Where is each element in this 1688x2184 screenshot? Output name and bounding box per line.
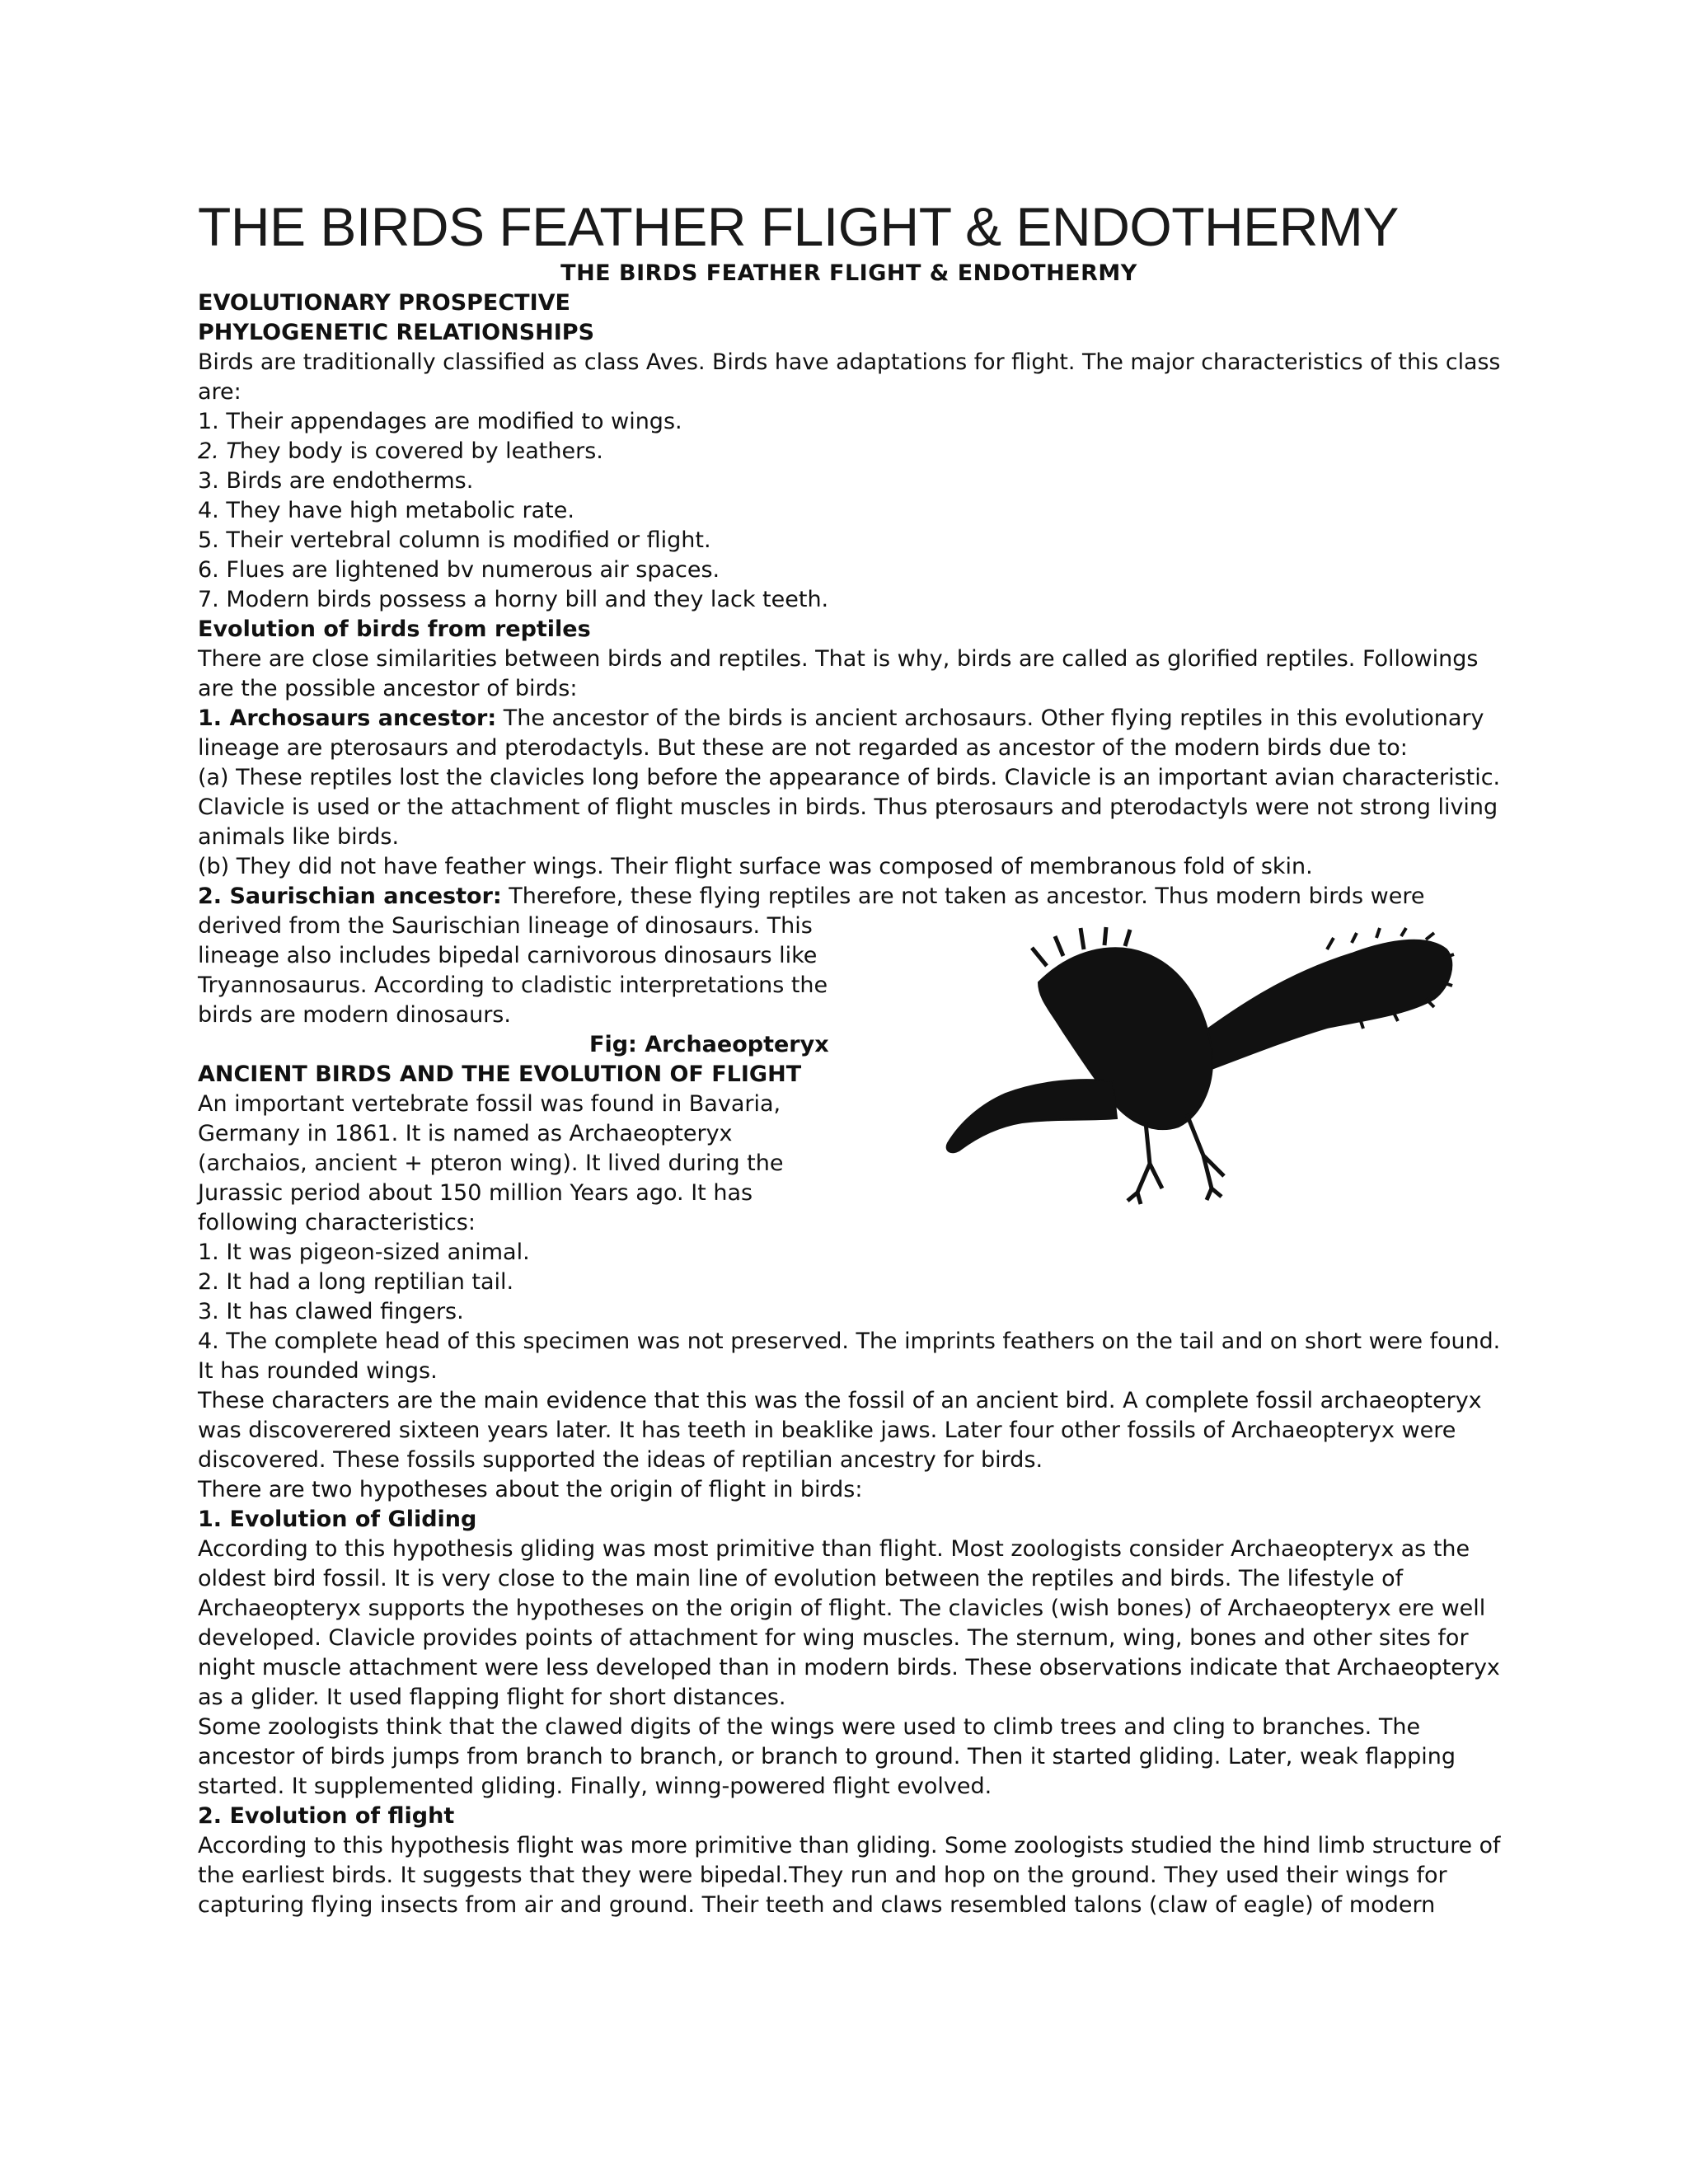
page-subtitle: THE BIRDS FEATHER FLIGHT & ENDOTHERMY [560,260,1137,286]
text-line: are: [198,379,241,405]
text-line: Some zoologists think that the clawed digits of the wings were used to climb trees and cling to branches. The [198,1714,1421,1740]
text-line: 1. Archosaurs ancestor: The ancestor of the birds is ancient archosaurs. Other flying reptiles in this evolutionary [198,705,1484,731]
text-line: discovered. These fossils supported the ideas of reptilian ancestry for birds. [198,1447,1043,1473]
text-line: 3. Birds are endotherms. [198,468,474,494]
text-line: (a) These reptiles lost the clavicles long before the appearance of birds. Clavicle is an important avian characteristic. [198,765,1501,790]
text-line: 2. Saurischian ancestor: Therefore, these flying reptiles are not taken as ancestor. Thus modern birds were [198,883,1425,909]
text-line: 1. It was pigeon-sized animal. [198,1240,530,1265]
text-line: Jurassic period about 150 million Years ago. It has [198,1180,753,1206]
text-line: There are close similarities between birds and reptiles. That is why, birds are called as glorified reptiles. Followings [198,646,1479,672]
text-line: developed. Clavicle provides points of attachment for wing muscles. The sternum, wing, bones and other sites for [198,1625,1469,1651]
text-line: 6. Flues are lightened bv numerous air spaces. [198,557,720,583]
section-heading: 2. Evolution of flight [198,1803,455,1829]
text-line: animals like birds. [198,824,400,850]
text-line: started. It supplemented gliding. Finally, winng-powered flight evolved. [198,1774,992,1799]
text-line: lineage also includes bipedal carnivorous dinosaurs like [198,943,818,968]
text-line: the earliest birds. It suggests that they were bipedal.They run and hop on the ground. They used their wings for [198,1863,1447,1888]
text-line: night muscle attachment were less developed than in modern birds. These observations indicate that Archaeopteryx [198,1655,1500,1680]
text-line: derived from the Saurischian lineage of dinosaurs. This [198,913,813,939]
text-line: (b) They did not have feather wings. Their flight surface was composed of membranous fold of skin. [198,854,1313,879]
text-line: oldest bird fossil. It is very close to the main line of evolution between the reptiles and birds. The lifestyle of [198,1566,1404,1591]
text-line: was discoverered sixteen years later. It has teeth in beaklike jaws. Later four other fossils of Archaeopteryx were [198,1418,1456,1443]
text-line: An important vertebrate fossil was found in Bavaria, [198,1091,781,1117]
head-shape [947,1080,1117,1152]
text-line: 1. Their appendages are modified to wings. [198,409,682,434]
text-line: 5. Their vertebral column is modified or flight. [198,527,711,553]
text-line: According to this hypothesis flight was more primitive than gliding. Some zoologists studied the hind limb structure of [198,1833,1501,1858]
tail-shape [1187,940,1451,1069]
leg-left [1128,1122,1162,1204]
section-heading: 1. Evolution of Gliding [198,1507,477,1532]
text-line: Birds are traditionally classified as class Aves. Birds have adaptations for flight. The major characteristics of this class [198,349,1501,375]
text-line: These characters are the main evidence that this was the fossil of an ancient bird. A complete fossil archaeopteryx [198,1388,1482,1413]
text-line: It has rounded wings. [198,1358,438,1384]
text-line: 2. It had a long reptilian tail. [198,1269,514,1295]
text-line: 4. The complete head of this specimen was not preserved. The imprints feathers on the tail and on short were found. [198,1329,1501,1354]
archaeopteryx-illustration [940,916,1459,1213]
text-line: are the possible ancestor of birds: [198,676,578,701]
text-line: There are two hypotheses about the origin of flight in birds: [198,1477,863,1502]
text-line: 3. It has clawed fingers. [198,1299,464,1324]
lead-term: 1. Archosaurs ancestor: [198,705,497,731]
text-line: capturing flying insects from air and ground. Their teeth and claws resembled talons (claw of eagle) of modern [198,1892,1436,1918]
text-line: 4. They have high metabolic rate. [198,498,574,523]
text-line: as a glider. It used flapping flight for short distances. [198,1685,786,1710]
section-heading: ANCIENT BIRDS AND THE EVOLUTION OF FLIGHT [198,1062,802,1087]
text-line: According to this hypothesis gliding was most primitive than flight. Most zoologists consider Archaeopteryx as the [198,1536,1470,1562]
text-line: 2. They body is covered by leathers. [198,438,603,464]
leg-right [1187,1114,1224,1200]
page-title: THE BIRDS FEATHER FLIGHT & ENDOTHERMY [198,196,1399,257]
text-line: Germany in 1861. It is named as Archaeopteryx [198,1121,733,1146]
text-line: Archaeopteryx supports the hypotheses on the origin of flight. The clavicles (wish bones) of Archaeopteryx ere well [198,1596,1486,1621]
text-line: Clavicle is used or the attachment of flight muscles in birds. Thus pterosaurs and pterodactyls were not strong living [198,794,1498,820]
section-heading: Evolution of birds from reptiles [198,616,591,642]
text-line: birds are modern dinosaurs. [198,1002,511,1028]
section-heading: EVOLUTIONARY PROSPECTIVE [198,290,570,316]
section-heading: PHYLOGENETIC RELATIONSHIPS [198,320,595,345]
figure-caption: Fig: Archaeopteryx [589,1032,829,1057]
text-line: Tryannosaurus. According to cladistic interpretations the [198,972,828,998]
text-line: following characteristics: [198,1210,476,1235]
text-line: ancestor of birds jumps from branch to branch, or branch to ground. Then it started gliding. Later, weak flapping [198,1744,1456,1769]
lead-term: 2. Saurischian ancestor: [198,883,502,909]
text-line: (archaios, ancient + pteron wing). It lived during the [198,1151,784,1176]
text-line: 7. Modern birds possess a horny bill and they lack teeth. [198,587,829,612]
text-line: lineage are pterosaurs and pterodactyls. But these are not regarded as ancestor of the modern birds due to: [198,735,1408,761]
